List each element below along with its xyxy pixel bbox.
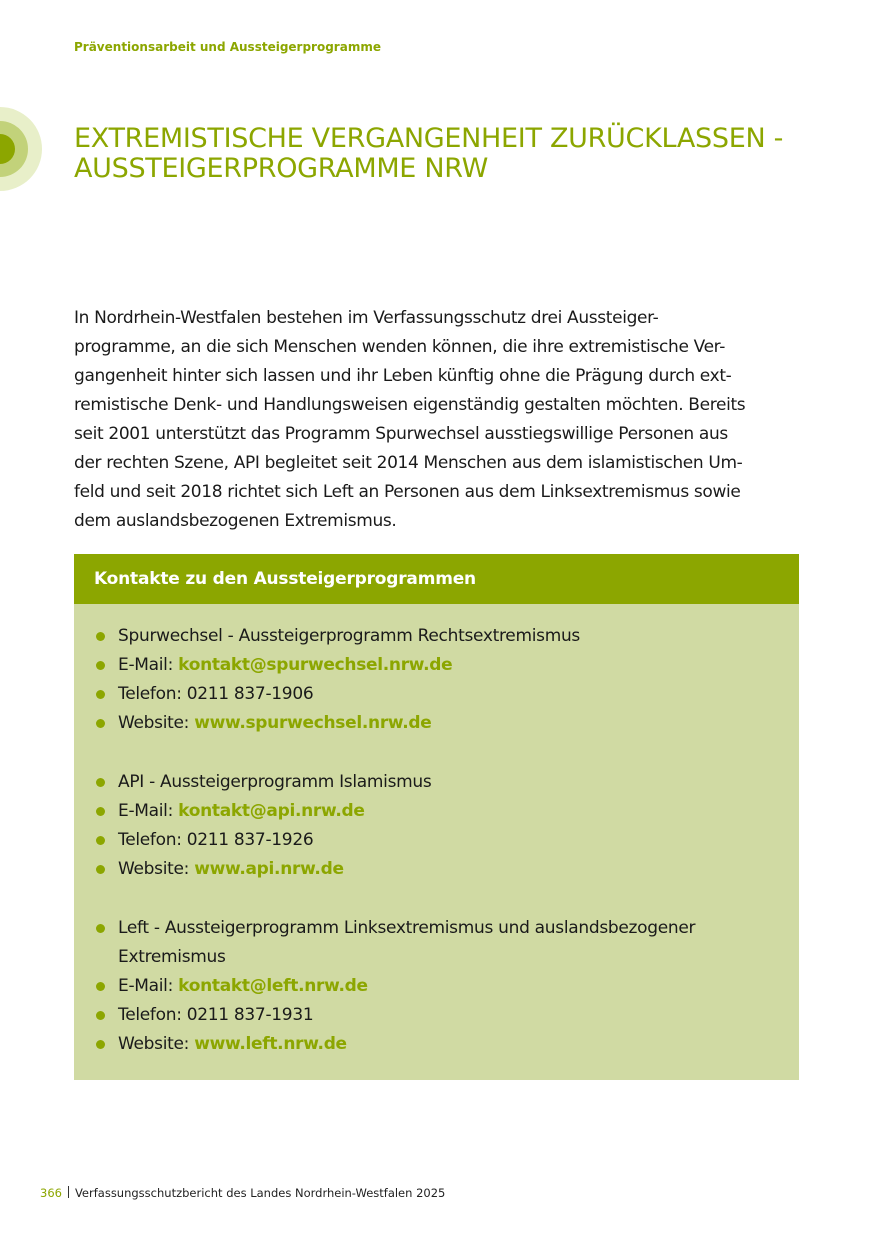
list-item xyxy=(96,622,776,651)
program-name: Left - Aussteigerprogramm Linksextremismus und auslandsbezogener xyxy=(118,918,696,938)
program-contact-list-spurwechsel xyxy=(96,622,776,738)
phone-number: 0211 837-1906 xyxy=(186,684,314,704)
program-contact-list-left xyxy=(96,914,776,1059)
circle-decoration-icon xyxy=(0,107,42,191)
program-contact-list-api xyxy=(96,768,776,884)
list-item xyxy=(96,1030,776,1059)
list-item xyxy=(96,826,776,855)
website-link[interactable]: www.api.nrw.de xyxy=(194,859,344,879)
footer-divider xyxy=(68,1186,69,1198)
phone-label: Telefon: xyxy=(118,684,187,704)
list-item xyxy=(96,680,776,709)
email-link[interactable]: kontakt@left.nrw.de xyxy=(178,976,368,996)
list-item xyxy=(96,855,776,884)
intro-line: gangenheit hinter sich lassen und ihr Leben künftig ohne die Prägung durch ext- xyxy=(74,366,732,386)
email-link[interactable]: kontakt@spurwechsel.nrw.de xyxy=(178,655,453,675)
list-item xyxy=(96,972,776,1001)
list-item xyxy=(96,651,776,680)
page-title-line: EXTREMISTISCHE VERGANGENHEIT ZURÜCKLASSEN - xyxy=(74,123,784,154)
email-label: E-Mail: xyxy=(118,655,179,675)
intro-line: seit 2001 unterstützt das Programm Spurwechsel ausstiegswillige Personen aus xyxy=(74,424,728,444)
email-link[interactable]: kontakt@api.nrw.de xyxy=(178,801,365,821)
footer-text: Verfassungsschutzbericht des Landes Nordrhein-Westfalen 2025 xyxy=(74,1186,446,1200)
page-number: 366 xyxy=(40,1186,62,1200)
intro-line: dem auslandsbezogenen Extremismus. xyxy=(74,511,397,531)
list-item xyxy=(96,914,776,972)
email-label: E-Mail: xyxy=(118,801,179,821)
website-label: Website: xyxy=(118,713,195,733)
phone-label: Telefon: xyxy=(118,830,187,850)
page-title-line: AUSSTEIGERPROGRAMME NRW xyxy=(74,153,489,184)
intro-line: der rechten Szene, API begleitet seit 2014 Menschen aus dem islamistischen Um- xyxy=(74,453,743,473)
intro-line: programme, an die sich Menschen wenden können, die ihre extremistische Ver- xyxy=(74,337,726,357)
list-item xyxy=(96,709,776,738)
intro-paragraph xyxy=(74,304,804,536)
running-header: Präventionsarbeit und Aussteigerprogramme xyxy=(74,40,381,54)
phone-number: 0211 837-1926 xyxy=(186,830,314,850)
website-link[interactable]: www.left.nrw.de xyxy=(194,1034,347,1054)
intro-line: remistische Denk- und Handlungsweisen eigenständig gestalten möchten. Bereits xyxy=(74,395,746,415)
intro-line: feld und seit 2018 richtet sich Left an Personen aus dem Linksextremismus sowie xyxy=(74,482,741,502)
intro-line: In Nordrhein-Westfalen bestehen im Verfassungsschutz drei Aussteiger- xyxy=(74,308,659,328)
page-title xyxy=(74,124,834,184)
list-item xyxy=(96,768,776,797)
program-name-continued: Extremismus xyxy=(118,947,226,967)
contacts-box xyxy=(74,554,799,1080)
website-link[interactable]: www.spurwechsel.nrw.de xyxy=(194,713,432,733)
program-name: Spurwechsel - Aussteigerprogramm Rechtsextremismus xyxy=(118,626,580,646)
program-name: API - Aussteigerprogramm Islamismus xyxy=(118,772,432,792)
phone-label: Telefon: xyxy=(118,1005,187,1025)
list-item xyxy=(96,797,776,826)
website-label: Website: xyxy=(118,859,195,879)
phone-number: 0211 837-1931 xyxy=(186,1005,314,1025)
page-footer xyxy=(40,1186,445,1200)
contacts-heading: Kontakte zu den Aussteigerprogrammen xyxy=(74,554,799,604)
list-item xyxy=(96,1001,776,1030)
website-label: Website: xyxy=(118,1034,195,1054)
email-label: E-Mail: xyxy=(118,976,179,996)
